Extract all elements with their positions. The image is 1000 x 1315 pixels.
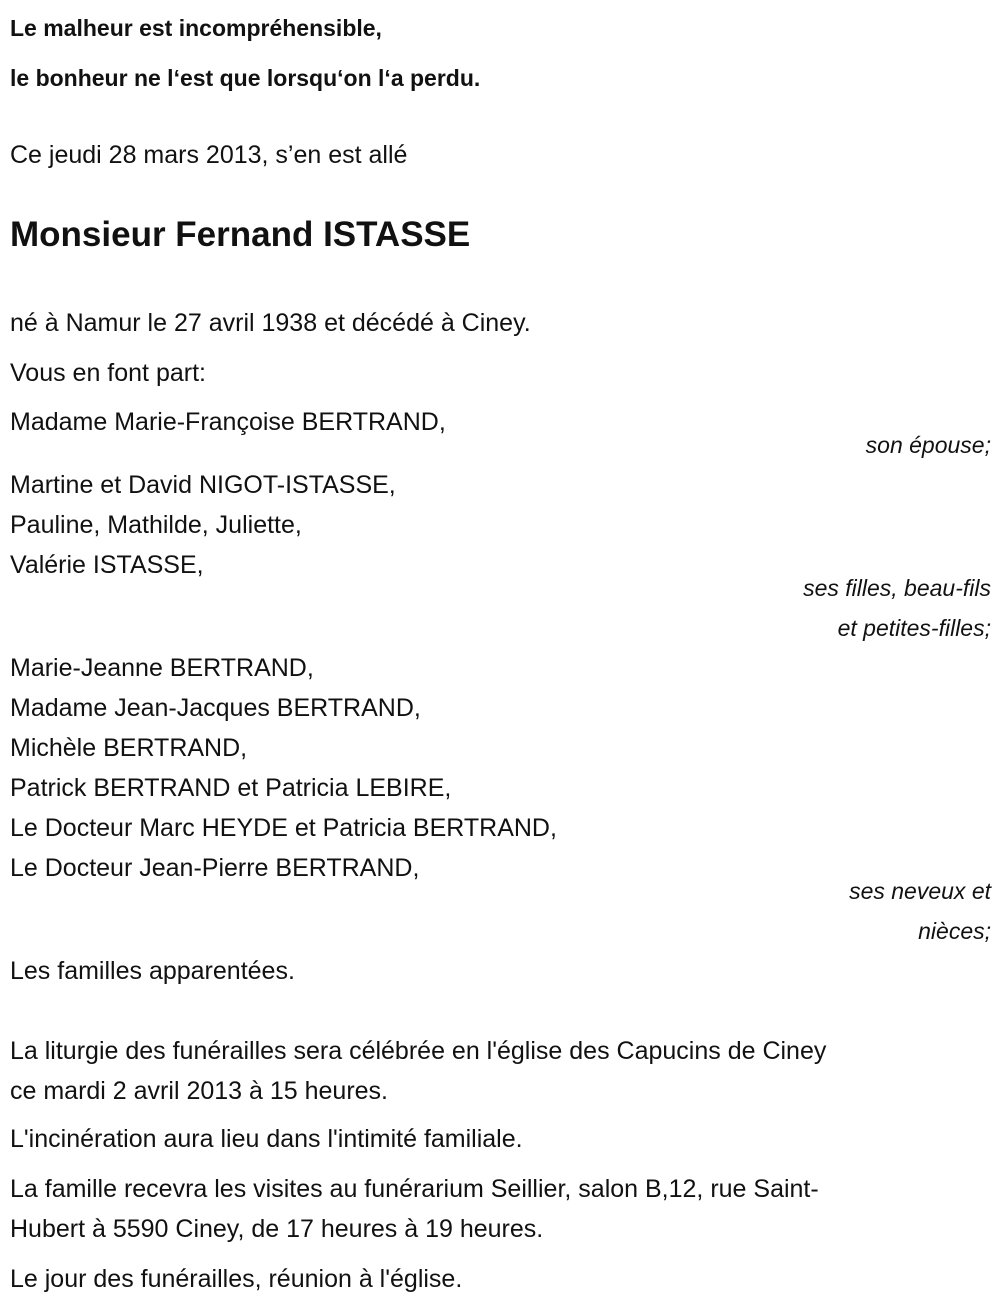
epigraph-line: le bonheur ne l‘est que lorsqu‘on l‘a perdu. bbox=[10, 65, 481, 91]
nephew-line: Marie-Jeanne BERTRAND, bbox=[10, 654, 314, 682]
daughter-line: Valérie ISTASSE, bbox=[10, 551, 204, 579]
meeting: Le jour des funérailles, réunion à l'église. bbox=[10, 1265, 463, 1293]
nephew-line: Le Docteur Marc HEYDE et Patricia BERTRAND, bbox=[10, 814, 557, 842]
daughter-line: Martine et David NIGOT-ISTASSE, bbox=[10, 471, 396, 499]
nephew-line: Le Docteur Jean-Pierre BERTRAND, bbox=[10, 854, 420, 882]
nephews-role: nièces; bbox=[918, 918, 991, 944]
epigraph-line: Le malheur est incompréhensible, bbox=[10, 15, 382, 41]
birth-info: né à Namur le 27 avril 1938 et décédé à Ciney. bbox=[10, 309, 531, 337]
visits-line: La famille recevra les visites au funérarium Seillier, salon B,12, rue Saint- bbox=[10, 1175, 819, 1203]
nephew-line: Patrick BERTRAND et Patricia LEBIRE, bbox=[10, 774, 452, 802]
funeral-line: La liturgie des funérailles sera célébrée en l'église des Capucins de Ciney bbox=[10, 1037, 827, 1065]
nephew-line: Madame Jean-Jacques BERTRAND, bbox=[10, 694, 421, 722]
spouse: Madame Marie-Françoise BERTRAND, bbox=[10, 408, 446, 436]
nephews-role: ses neveux et bbox=[849, 878, 991, 904]
families: Les familles apparentées. bbox=[10, 957, 295, 985]
deceased-name: Monsieur Fernand ISTASSE bbox=[10, 215, 471, 254]
nephew-line: Michèle BERTRAND, bbox=[10, 734, 248, 762]
funeral-line: ce mardi 2 avril 2013 à 15 heures. bbox=[10, 1077, 388, 1105]
spouse-role: son épouse; bbox=[865, 432, 991, 458]
daughters-role: et petites-filles; bbox=[837, 615, 991, 641]
daughter-line: Pauline, Mathilde, Juliette, bbox=[10, 511, 302, 539]
announce: Vous en font part: bbox=[10, 359, 206, 387]
cremation: L'incinération aura lieu dans l'intimité familiale. bbox=[10, 1125, 523, 1153]
daughters-role: ses filles, beau-fils bbox=[803, 575, 991, 601]
intro: Ce jeudi 28 mars 2013, s’en est allé bbox=[10, 141, 408, 169]
visits-line: Hubert à 5590 Ciney, de 17 heures à 19 heures. bbox=[10, 1215, 544, 1243]
